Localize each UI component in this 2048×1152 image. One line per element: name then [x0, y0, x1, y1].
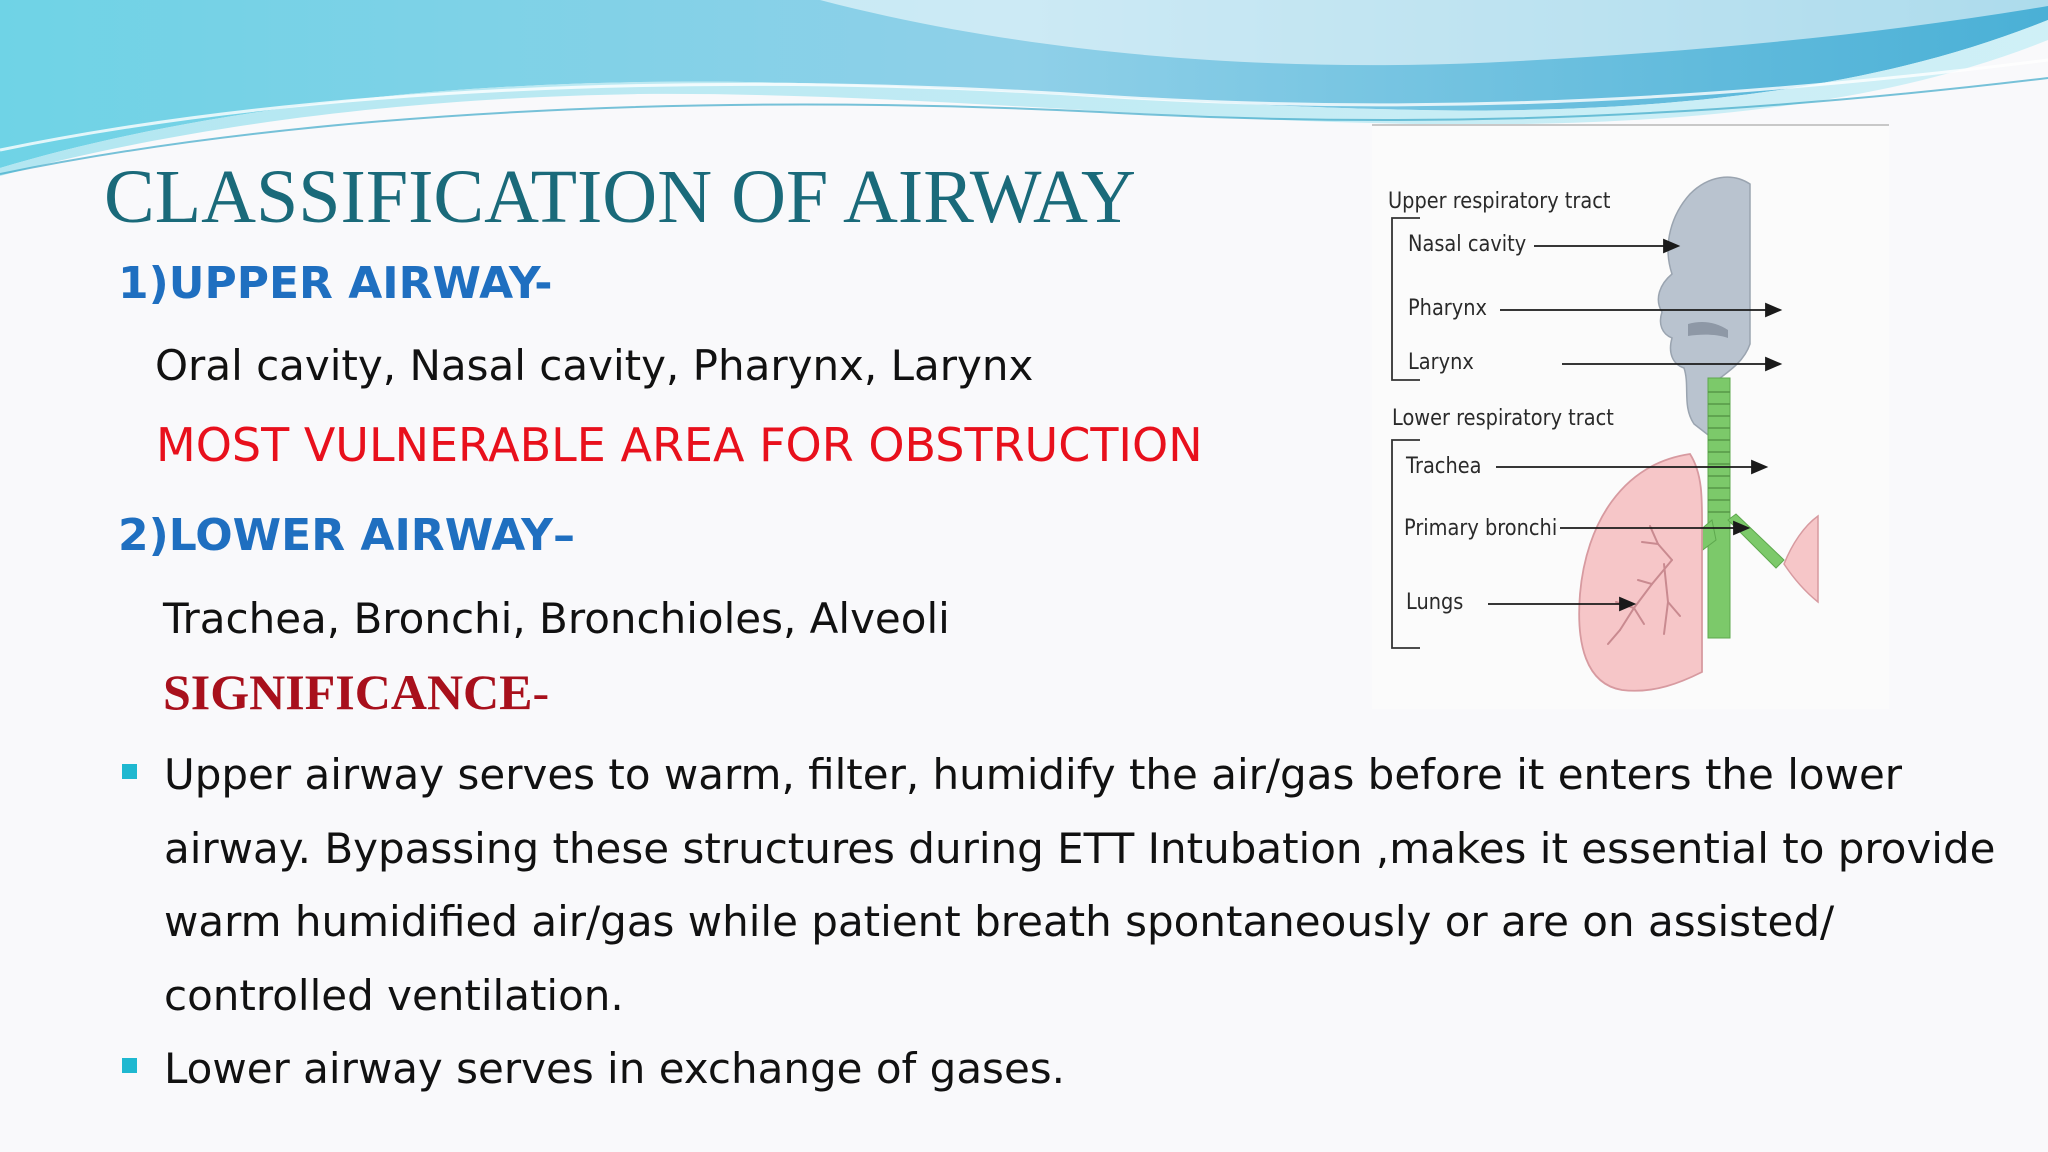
label-pharynx: Pharynx [1408, 296, 1487, 321]
respiratory-tract-diagram [1372, 124, 1889, 709]
significance-heading [163, 662, 549, 722]
significance-bullet-list [118, 738, 2018, 1106]
label-upper-respiratory-tract: Upper respiratory tract [1388, 189, 1611, 214]
lower-airway-parts: Trachea, Bronchi, Bronchioles, Alveoli [163, 594, 950, 643]
label-nasal-cavity: Nasal cavity [1408, 232, 1527, 257]
bullet-text: Lower airway serves in exchange of gases. [164, 1044, 1066, 1093]
label-trachea: Trachea [1406, 454, 1482, 479]
bullet-text: Upper airway serves to warm, filter, humidify the air/gas before it enters the lower airway. Bypassing these structures during ETT Intubation ,makes it essential to provide warm humidified air/gas while patient breath spontaneously or are on assisted/ controlled ventilation. [164, 750, 1996, 1020]
lower-airway-heading: 2)LOWER AIRWAY– [118, 510, 575, 561]
label-lungs: Lungs [1406, 590, 1464, 615]
bullet-square-icon [122, 1058, 137, 1073]
label-larynx: Larynx [1408, 350, 1474, 375]
vulnerable-area-note: MOST VULNERABLE AREA FOR OBSTRUCTION [156, 418, 1203, 472]
bullet-item [118, 738, 2018, 1032]
upper-airway-parts: Oral cavity, Nasal cavity, Pharynx, Larynx [155, 341, 1034, 390]
bullet-item [118, 1032, 2018, 1106]
label-primary-bronchi: Primary bronchi [1404, 516, 1558, 541]
upper-airway-heading: 1)UPPER AIRWAY- [118, 258, 553, 309]
significance-label: SIGNIFICANCE [163, 664, 533, 720]
slide-title: CLASSIFICATION OF AIRWAY [104, 155, 1136, 239]
label-lower-respiratory-tract: Lower respiratory tract [1392, 406, 1614, 431]
bullet-square-icon [122, 764, 137, 779]
significance-dash: - [532, 664, 550, 720]
